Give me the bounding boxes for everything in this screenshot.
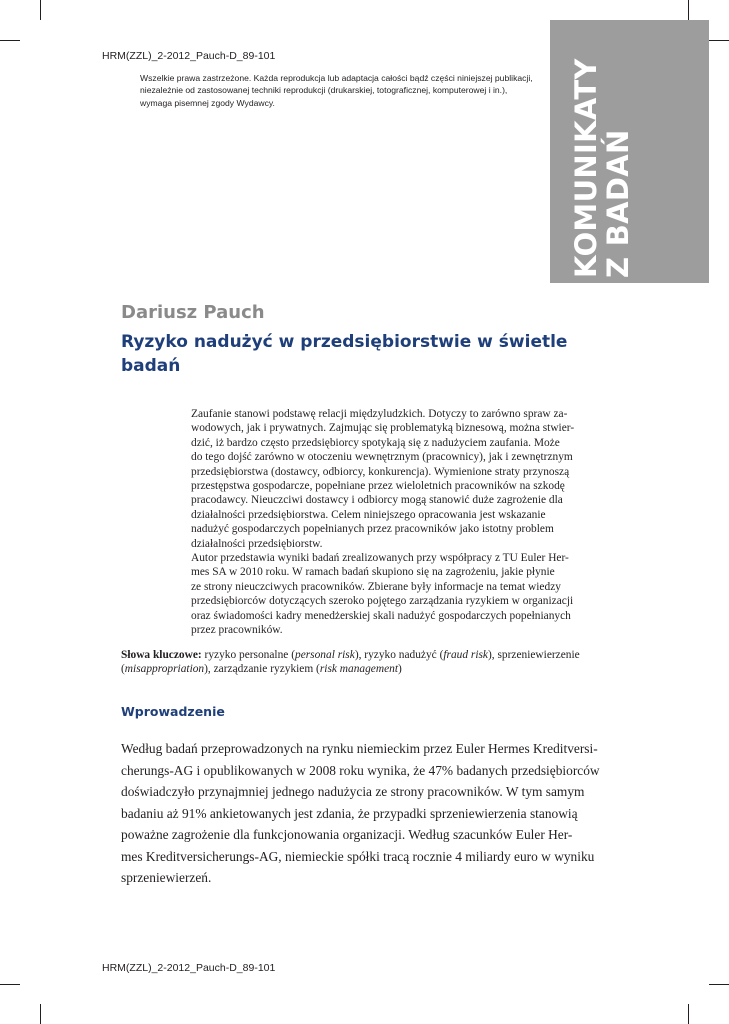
copyright-notice (140, 72, 590, 109)
abstract-line: mes SA w 2010 roku. W ramach badań skupiono się na zagrożeniu, jakie płynie (191, 566, 555, 579)
abstract-line: przez pracowników. (191, 624, 283, 637)
section-banner-text (570, 58, 634, 278)
keywords (121, 648, 621, 677)
section-banner (550, 20, 709, 283)
body-line: mes Kreditversicherungs-AG, niemieckie spółki tracą rocznie 4 miliardy euro w wyniku (121, 848, 595, 864)
body-line: sprzeniewierzeń. (121, 870, 212, 885)
keywords-text: ) (398, 663, 402, 676)
body-line: poważne zagrożenie dla funkcjonowania organizacji. Według szacunków Euler Her- (121, 827, 573, 842)
crop-mark-top-right (688, 0, 689, 20)
body-line: doświadczyło przynajmniej jednego nadużycia ze strony pracowników. W tym samym (121, 784, 585, 799)
abstract (191, 407, 621, 638)
abstract-line: Zaufanie stanowi podstawę relacji międzyludzkich. Dotyczy to zarówno spraw za- (191, 408, 568, 420)
copyright-line: Wszelkie prawa zastrzeżone. Każda reprodukcja lub adaptacja całości bądź części niniejszej publikacji, (140, 73, 533, 83)
crop-mark-bottom-right (688, 1004, 689, 1024)
abstract-line: przedsiębiorców dotyczących szeroko pojętego zarządzania ryzykiem w organizacji (191, 595, 574, 608)
crop-mark-top-left (40, 0, 41, 20)
body-line: badaniu aż 91% ankietowanych jest zdania, że przypadki sprzeniewierzenia stanowią (121, 805, 578, 821)
crop-mark-right-top (709, 40, 729, 41)
abstract-line: ze strony nieuczciwych pracowników. Zbierane były informacje na temat wiedzy (191, 580, 561, 593)
keywords-text: ), sprzeniewierzenie (488, 649, 580, 661)
abstract-line: wodowych, jak i prywatnych. Zajmując się problematyką biznesową, można stwier- (191, 422, 575, 435)
abstract-line: pracodawcy. Nieuczciwi dostawcy i odbiorcy mogą stanowić duże zagrożenie dla (191, 494, 563, 507)
article-title (121, 330, 621, 378)
copyright-line: wymaga pisemnej zgody Wydawcy. (140, 97, 275, 108)
article-title-line: Ryzyko nadużyć w przedsiębiorstwie w świetle (121, 332, 568, 352)
keyword-english: fraud risk (443, 649, 488, 661)
abstract-line: przedsiębiorstwa (dostawcy, odbiorcy, konkurencja). Wymienione straty przynoszą (191, 465, 570, 478)
crop-mark-right-bottom (709, 984, 729, 985)
header-document-code: HRM(ZZL)_2-2012_Pauch-D_89-101 (102, 50, 276, 62)
keywords-line (121, 662, 621, 676)
keywords-label: Słowa kluczowe: (121, 649, 202, 661)
keywords-text: ( (121, 663, 125, 676)
abstract-line: działalności przedsiębiorstwa. Celem niniejszego opracowania jest wskazanie (191, 508, 546, 521)
section-banner-line: KOMUNIKATY (569, 58, 603, 278)
body-paragraph (121, 738, 621, 889)
keyword-english: personal risk (295, 649, 355, 661)
keyword-english: risk management (319, 663, 398, 676)
abstract-line: oraz świadomości kadry menedżerskiej skali nadużyć gospodarczych popełnianych (191, 609, 571, 622)
keywords-text: ryzyko personalne ( (201, 649, 295, 661)
keywords-text: ), zarządzanie ryzykiem ( (204, 663, 320, 676)
footer-document-code: HRM(ZZL)_2-2012_Pauch-D_89-101 (102, 962, 276, 974)
keywords-text: ), ryzyko nadużyć ( (354, 649, 444, 661)
body-line: cherungs-AG i opublikowanych w 2008 roku wynika, że 47% badanych przedsiębiorców (121, 762, 600, 778)
section-banner-line: Z BADAŃ (601, 129, 635, 278)
keyword-english: misappropriation (124, 663, 205, 676)
abstract-line: Autor przedstawia wyniki badań zrealizowanych przy współpracy z TU Euler Her- (191, 552, 569, 565)
copyright-line: niezależnie od zastosowanej techniki reprodukcji (drukarskiej, totograficznej, komputerowej i in.), (140, 85, 508, 96)
crop-mark-left-top (0, 40, 20, 41)
abstract-line: przestępstwa gospodarcze, popełniane przez wieloletnich pracowników na szkodę (191, 480, 565, 493)
body-line: Według badań przeprowadzonych na rynku niemieckim przez Euler Hermes Kreditversi- (121, 741, 598, 756)
article-author: Dariusz Pauch (121, 302, 265, 323)
crop-mark-left-bottom (0, 984, 20, 985)
abstract-line: dzić, iż bardzo często przedsiębiorcy spotykają się z nadużyciem zaufania. Może (191, 436, 560, 449)
section-heading: Wprowadzenie (121, 704, 225, 719)
keywords-line (121, 648, 621, 662)
abstract-line: nadużyć gospodarczych popełnianych przez pracowników jako istotny problem (191, 523, 554, 536)
abstract-line: działalności przedsiębiorstw. (191, 537, 323, 550)
article-title-line: badań (121, 356, 181, 376)
abstract-line: do tego dojść zarówno w otoczeniu wewnętrznym (pracownicy), jak i zewnętrznym (191, 451, 573, 464)
crop-mark-bottom-left (40, 1004, 41, 1024)
